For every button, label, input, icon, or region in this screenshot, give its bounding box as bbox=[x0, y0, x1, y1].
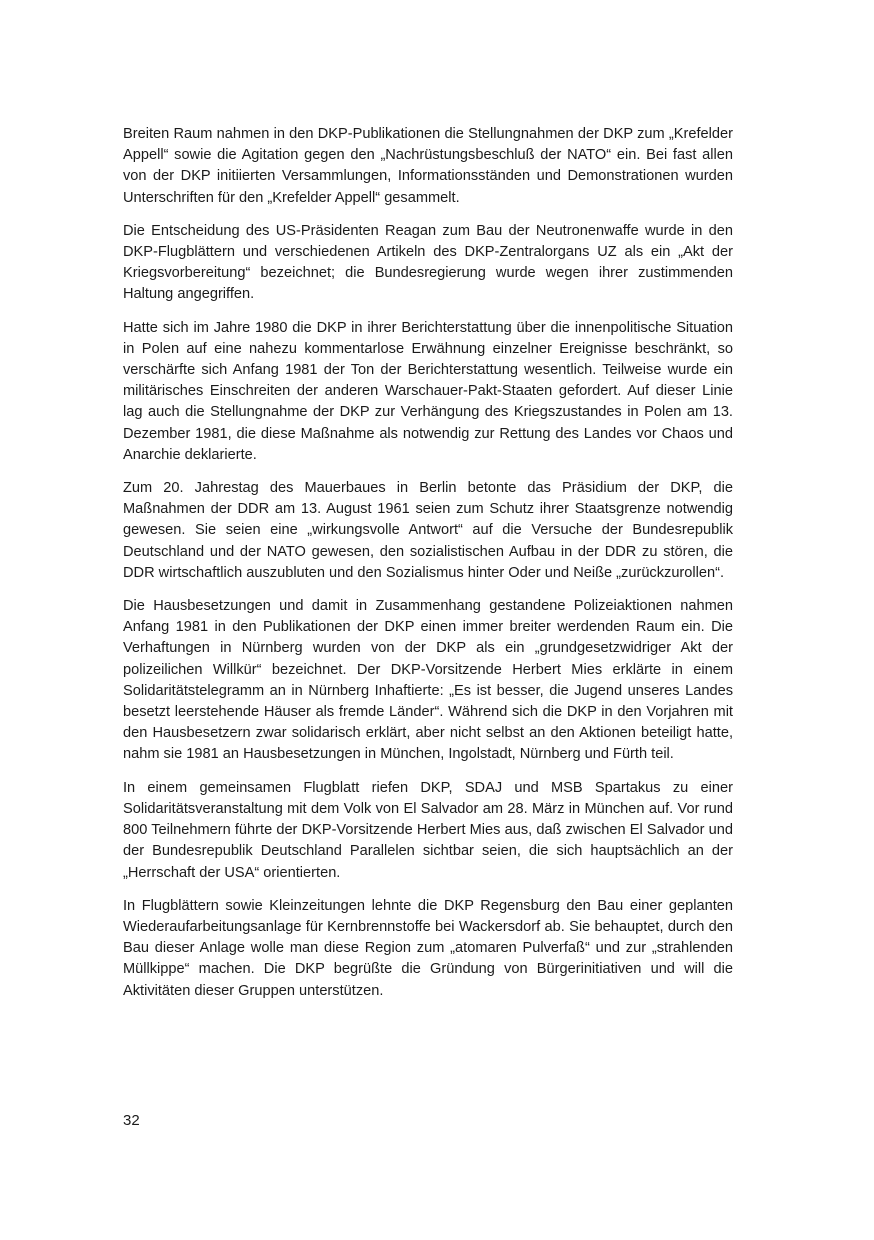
paragraph-hausbesetzungen: Die Hausbesetzungen und damit in Zusammenhang gestandene Polizeiaktionen nahmen Anfang 1981 in den Publikationen der DKP einen immer breiter werdenden Raum ein. Die Verhaftungen in Nürnberg wurden von der DKP als ein „grundgesetzwidriger Akt der polizeilichen Willkür“ bezeichnet. Der DKP-Vorsitzende Herbert Mies erklärte in einem Solidaritätstelegramm an in Nürnberg Inhaftierte: „Es ist besser, die Jugend unseres Landes besetzt leerstehende Häuser als fremde Länder“. Während sich die DKP in den Vorjahren mit den Hausbesetzern zwar solidarisch erklärt, aber nicht selbst an den Aktionen beteiligt hatte, nahm sie 1981 an Hausbesetzungen in München, Ingolstadt, Nürnberg und Fürth teil. bbox=[123, 598, 733, 763]
page-number: 32 bbox=[123, 1112, 140, 1129]
paragraph-polen: Hatte sich im Jahre 1980 die DKP in ihrer Berichterstattung über die innenpolitische Situation in Polen auf eine nahezu kommentarlose Erwähnung einzelner Ereignisse beschränkt, so verschärfte sich Anfang 1981 der Ton der Berichterstattung wesentlich. Teilweise wurde ein militärisches Einschreiten der anderen Warschauer-Pakt-Staaten gefordert. Auf dieser Linie lag auch die Stellungnahme der DKP zur Verhängung des Kriegszustandes in Polen am 13. Dezember 1981, die diese Maßnahme als notwendig zur Rettung des Landes vor Chaos und Anarchie deklarierte. bbox=[123, 319, 733, 463]
paragraph-krefelder-appell: Breiten Raum nahmen in den DKP-Publikationen die Stellungnahmen der DKP zum „Krefelder Appell“ sowie die Agitation gegen den „Nachrüstungsbeschluß der NATO“ ein. Bei fast allen von der DKP initiierten Versammlungen, Informationsständen und Demonstrationen wurden Unterschriften für den „Krefelder Appell“ gesammelt. bbox=[123, 126, 733, 206]
paragraph-el-salvador: In einem gemeinsamen Flugblatt riefen DKP, SDAJ und MSB Spartakus zu einer Solidaritätsveranstaltung mit dem Volk von El Salvador am 28. März in München auf. Vor rund 800 Teilnehmern führte der DKP-Vorsitzende Herbert Mies aus, daß zwischen El Salvador und der Bundesrepublik Deutschland Parallelen sichtbar seien, die sich hauptsächlich an der „Herrschaft der USA“ orientierten. bbox=[123, 779, 733, 881]
paragraph-wackersdorf: In Flugblättern sowie Kleinzeitungen lehnte die DKP Regensburg den Bau einer geplanten Wiederaufarbeitungsanlage für Kernbrennstoffe bei Wackersdorf ab. Sie behauptet, durch den Bau dieser Anlage wolle man diese Region zum „atomaren Pulverfaß“ und zur „strahlenden Müllkippe“ machen. Die DKP begrüßte die Gründung von Bürgerinitiativen und will die Aktivitäten dieser Gruppen unterstützen. bbox=[123, 897, 733, 999]
page-body bbox=[123, 124, 733, 1014]
paragraph-neutronenwaffe: Die Entscheidung des US-Präsidenten Reagan zum Bau der Neutronenwaffe wurde in den DKP-Flugblättern und verschiedenen Artikeln des DKP-Zentralorgans UZ als ein „Akt der Kriegsvorbereitung“ bezeichnet; die Bundesregierung wurde wegen ihrer zustimmenden Haltung angegriffen. bbox=[123, 222, 733, 303]
paragraph-mauerbau: Zum 20. Jahrestag des Mauerbaues in Berlin betonte das Präsidium der DKP, die Maßnahmen der DDR am 13. August 1961 seien zum Schutz ihrer Staatsgrenze notwendig gewesen. Sie seien eine „wirkungsvolle Antwort“ auf die Versuche der Bundesrepublik Deutschland und der NATO gewesen, den sozialistischen Aufbau in der DDR zu stören, die DDR wirtschaftlich auszubluten und den Sozialismus hinter Oder und Neiße „zurückzurollen“. bbox=[123, 480, 733, 581]
